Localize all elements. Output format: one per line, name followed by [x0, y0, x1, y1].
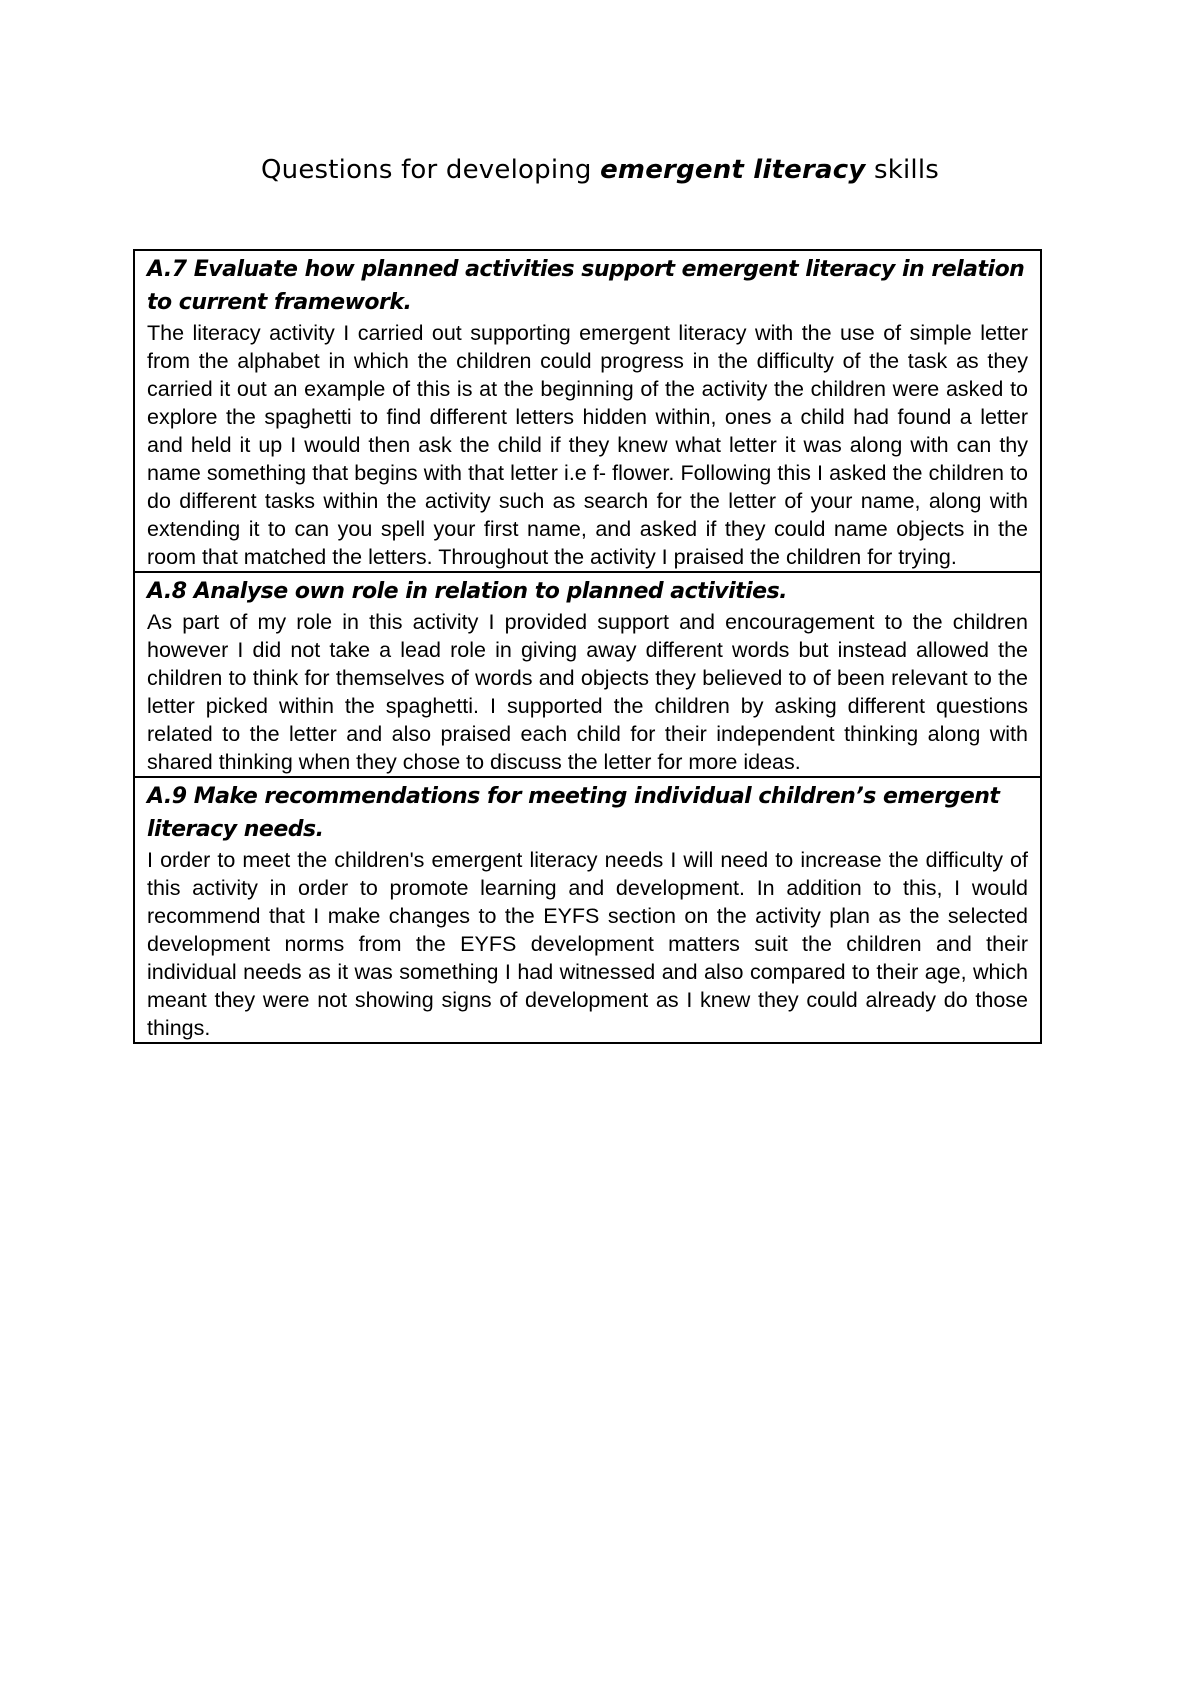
question-heading: A.7 Evaluate how planned activities support emergent literacy in relation to current framework. — [147, 257, 1025, 315]
question-heading: A.8 Analyse own role in relation to planned activities. — [147, 579, 788, 604]
table-row — [134, 250, 1041, 572]
answer-text: I order to meet the children's emergent literacy needs I will need to increase the difficulty of this activity in order to promote learning and development. In addition to this, I would recommend that I make changes to the EYFS section on the activity plan as the selected development norms from the EYFS development matters suit the children and their individual needs as it was something I had witnessed and also compared to their age, which meant they were not showing signs of development as I knew they could already do those things. — [147, 848, 1028, 1040]
page-title — [0, 150, 1200, 190]
answer-text: As part of my role in this activity I provided support and encouragement to the children however I did not take a lead role in giving away different words but instead allowed the children to think for themselves of words and objects they believed to of been relevant to the letter picked within the spaghetti. I supported the children by asking different questions related to the letter and also praised each child for their independent thinking along with shared thinking when they chose to discuss the letter for more ideas. — [147, 610, 1028, 774]
section-cell-a7 — [134, 250, 1041, 572]
answer-text: The literacy activity I carried out supporting emergent literacy with the use of simple letter from the alphabet in which the children could progress in the difficulty of the task as they carried it out an example of this is at the beginning of the activity the children were asked to explore the spaghetti to find different letters hidden within, ones a child had found a letter and held it up I would then ask the child if they knew what letter it was along with can thy name something that begins with that letter i.e f- flower. Following this I asked the children to do different tasks within the activity such as search for the letter of your name, along with extending it to can you spell your first name, and asked if they could name objects in the room that matched the letters. Throughout the activity I praised the children for trying. — [147, 321, 1028, 569]
table-row — [134, 572, 1041, 777]
section-cell-a9 — [134, 777, 1041, 1043]
title-suffix: skills — [865, 155, 940, 185]
title-prefix: Questions for developing — [260, 155, 601, 185]
title-emphasis: emergent literacy — [600, 155, 866, 185]
table-row — [134, 777, 1041, 1043]
section-cell-a8 — [134, 572, 1041, 777]
question-heading: A.9 Make recommendations for meeting individual children’s emergent literacy needs. — [147, 784, 1000, 842]
questions-table — [133, 249, 1042, 1044]
